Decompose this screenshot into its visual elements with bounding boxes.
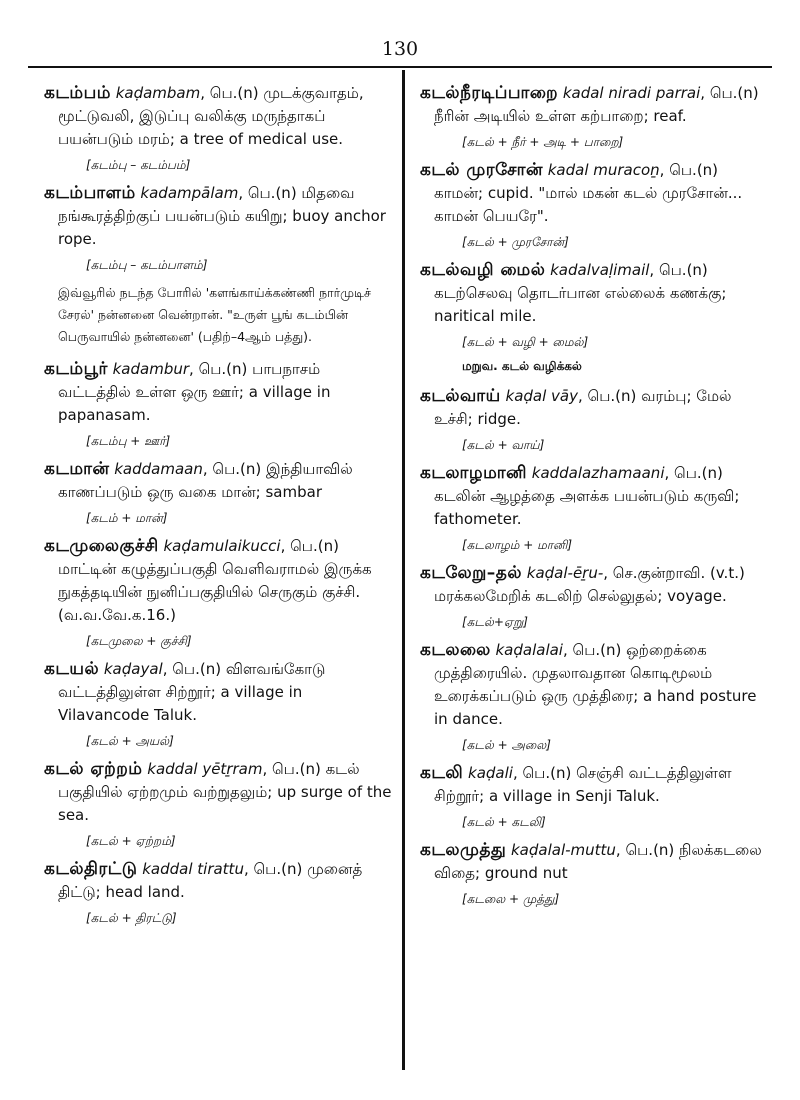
definition: கடலின் ஆழத்தை அளக்க பயன்படும் கருவி; fathometer.	[434, 487, 740, 528]
dictionary-entry	[44, 82, 394, 174]
headword: கடல் முரசோன்	[420, 160, 543, 180]
left-column	[44, 82, 394, 935]
definition: காணப்படும் ஒரு வகை மான்; sambar	[58, 483, 322, 501]
part-of-speech: , பெ.(n)	[649, 261, 708, 279]
headword: கடமான்	[44, 459, 110, 479]
headword: கடல்வாய்	[420, 386, 501, 406]
definition: நீரின் அடியில் உள்ள கற்பாறை; reaf.	[434, 107, 687, 125]
transliteration: kaddal tirattu	[142, 860, 244, 878]
etymology: [கடல் + முரசோன்]	[462, 235, 569, 249]
etymology: [கடல் + அயல்]	[86, 734, 174, 748]
dictionary-entry	[420, 839, 770, 908]
headword: கடம்பம்	[44, 83, 111, 103]
right-column	[420, 82, 770, 916]
entry-head	[420, 462, 770, 485]
definition: மூட்டுவலி, இடுப்பு வலிக்கு மருந்தாகப் பயன்படும் மரம்; a tree of medical use.	[58, 107, 344, 148]
dictionary-entry	[44, 658, 394, 750]
entry-note: இவ்வூரில் நடந்த போரில் 'களங்காய்க்கண்ணி நார்முடிச் சேரல்' நன்னனை வென்றான். "உருள் பூங் கடம்பின் பெருவாயில் நன்னனை' (பதிற்–4ஆம் பத்து).	[58, 285, 371, 344]
part-of-speech: , பெ.(n) ஒற்றைக்கை	[562, 641, 707, 659]
etymology: [கடல் + திரட்டு]	[86, 911, 177, 925]
dictionary-entry	[44, 182, 394, 348]
entry-head	[420, 839, 770, 862]
headword: கடலமுத்து	[420, 840, 507, 860]
etymology: [கடமுலை + குச்சி]	[86, 634, 192, 648]
entry-head	[420, 385, 770, 408]
headword: கடமுலைகுச்சி	[44, 536, 159, 556]
headword: கடல்திரட்டு	[44, 859, 138, 879]
definition: வட்டத்தில் உள்ள ஒரு ஊர்; a village in papanasam.	[58, 383, 331, 424]
transliteration: kaḍalalai	[495, 641, 563, 659]
transliteration: kaḍali	[468, 764, 513, 782]
part-of-speech: , பெ.(n) நிலக்கடலை	[615, 841, 762, 859]
part-of-speech: , பெ.(n) விளவங்கோடு	[162, 660, 326, 678]
dictionary-entry	[44, 858, 394, 927]
part-of-speech: , பெ.(n) பாபநாசம்	[189, 360, 321, 378]
dictionary-entry	[420, 259, 770, 375]
transliteration: kaḍal-ēṟu-	[526, 564, 604, 582]
definition: நங்கூரத்திற்குப் பயன்படும் கயிறு; buoy anchor rope.	[58, 207, 386, 248]
etymology: [கடல் + கடலி]	[462, 815, 546, 829]
entry-head	[420, 82, 770, 105]
dictionary-entry	[44, 758, 394, 850]
part-of-speech: , பெ.(n)	[659, 161, 719, 179]
dictionary-entry	[420, 639, 770, 754]
etymology: [கடல் + வாய்]	[462, 438, 545, 452]
entry-head	[44, 458, 394, 481]
etymology: [கடலாழம் + மானி]	[462, 538, 573, 552]
transliteration: kaddalazhamaani	[531, 464, 665, 482]
dictionary-entry	[420, 562, 770, 631]
entry-head	[44, 182, 394, 205]
etymology: [கடல் + நீர் + அடி + பாறை]	[462, 135, 624, 149]
headword: கடயல்	[44, 659, 100, 679]
etymology: [கடல்+ஏறு]	[462, 615, 528, 629]
definition: உச்சி; ridge.	[434, 410, 521, 428]
dictionary-entry	[44, 358, 394, 450]
definition: மாட்டின் கழுத்துப்பகுதி வெளிவராமல் இருக்க நுகத்தடியின் நுனிப்பகுதியில் செருகும் குச்சி. (வ.வ.வே.க.16.)	[58, 560, 372, 624]
entry-head	[420, 259, 770, 282]
transliteration: kadal muracoṉ	[547, 161, 660, 179]
headword: கடல் ஏற்றம்	[44, 759, 143, 779]
definition: கடற்செலவு தொடர்பான எல்லைக் கணக்கு; naritical mile.	[434, 284, 727, 325]
headword: கடலேறு–தல்	[420, 563, 522, 583]
headword: கடல்நீரடிப்பாறை	[420, 83, 559, 103]
entry-head	[44, 82, 394, 105]
definition: காமன்; cupid. "மால் மகன் கடல் முரசோன்... காமன் பெயரே".	[434, 184, 743, 225]
part-of-speech: , பெ.(n) கடல்	[262, 760, 360, 778]
definition: விதை; ground nut	[434, 864, 568, 882]
transliteration: kaḍal vāy	[505, 387, 579, 405]
transliteration: kadal niradi parrai	[562, 84, 701, 102]
definition: மரக்கலமேறிக் கடலிற் செல்லுதல்; voyage.	[434, 587, 727, 605]
part-of-speech: , பெ.(n)	[280, 537, 339, 555]
part-of-speech: , பெ.(n)	[664, 464, 723, 482]
headword: கடல்வழி மைல்	[420, 260, 546, 280]
entry-head	[420, 159, 770, 182]
page-number: 130	[381, 38, 419, 60]
transliteration: kaḍamulaikucci	[163, 537, 281, 555]
headword: கடலலை	[420, 640, 491, 660]
dictionary-entry	[420, 82, 770, 151]
dictionary-entry	[44, 458, 394, 527]
headword: கடலாழமானி	[420, 463, 527, 483]
part-of-speech: , பெ.(n)	[700, 84, 759, 102]
top-rule	[28, 66, 772, 68]
etymology: [கடலை + முத்து]	[462, 892, 560, 906]
part-of-speech: , பெ.(n) செஞ்சி வட்டத்திலுள்ள	[512, 764, 732, 782]
entry-head	[44, 535, 394, 558]
transliteration: kaḍalal-muttu	[511, 841, 616, 859]
etymology: [கடல் + அலை]	[462, 738, 551, 752]
dictionary-entry	[420, 462, 770, 554]
entry-head	[44, 358, 394, 381]
entry-head	[44, 858, 394, 881]
part-of-speech: , பெ.(n) வரம்பு; மேல்	[578, 387, 732, 405]
part-of-speech: , பெ.(n) இந்தியாவில்	[202, 460, 353, 478]
definition: முத்திரையில். முதலாவதான கொடிமூலம் உரைக்கப்படும் ஒரு முத்திரை; a hand posture in dance.	[434, 664, 757, 728]
transliteration: kadambur	[112, 360, 190, 378]
entry-head	[420, 762, 770, 785]
definition: பகுதியில் ஏற்றமும் வற்றுதலும்; up surge of the sea.	[58, 783, 392, 824]
etymology: [கடம்பு + ஊர்]	[86, 434, 171, 448]
definition: வட்டத்திலுள்ள சிற்றூர்; a village in Vilavancode Taluk.	[58, 683, 303, 724]
entry-head	[420, 639, 770, 662]
part-of-speech: , பெ.(n) முனைத்	[243, 860, 363, 878]
headword: கடலி	[420, 763, 464, 783]
etymology: [கடல் + வழி + மைல்]	[462, 335, 589, 349]
headword: கடம்பாளம்	[44, 183, 136, 203]
definition: சிற்றூர்; a village in Senji Taluk.	[434, 787, 660, 805]
dictionary-entry	[420, 385, 770, 454]
etymology: [கடம்பு – கடம்பம்]	[86, 158, 191, 172]
transliteration: kaḍambam	[115, 84, 201, 102]
etymology: [கடல் + ஏற்றம்]	[86, 834, 176, 848]
etymology: [கடம் + மான்]	[86, 511, 168, 525]
variant-form: மறுவ. கடல் வழிக்கல்	[462, 359, 582, 373]
transliteration: kadampālam	[140, 184, 239, 202]
part-of-speech: , பெ.(n) மிதவை	[238, 184, 355, 202]
etymology: [கடம்பு – கடம்பாளம்]	[86, 258, 208, 272]
dictionary-entry	[44, 535, 394, 650]
transliteration: kaḍayal	[103, 660, 163, 678]
transliteration: kaddamaan	[114, 460, 203, 478]
entry-head	[44, 658, 394, 681]
column-divider	[402, 70, 405, 1070]
part-of-speech: , பெ.(n) முடக்குவாதம்,	[200, 84, 364, 102]
headword: கடம்பூர்	[44, 359, 108, 379]
part-of-speech: , செ.குன்றாவி. (v.t.)	[603, 564, 745, 582]
definition: திட்டு; head land.	[58, 883, 185, 901]
dictionary-entry	[420, 159, 770, 251]
dictionary-entry	[420, 762, 770, 831]
entry-head	[44, 758, 394, 781]
entry-head	[420, 562, 770, 585]
transliteration: kadalvaḷimail	[550, 261, 650, 279]
transliteration: kaddal yētṟram	[147, 760, 263, 778]
